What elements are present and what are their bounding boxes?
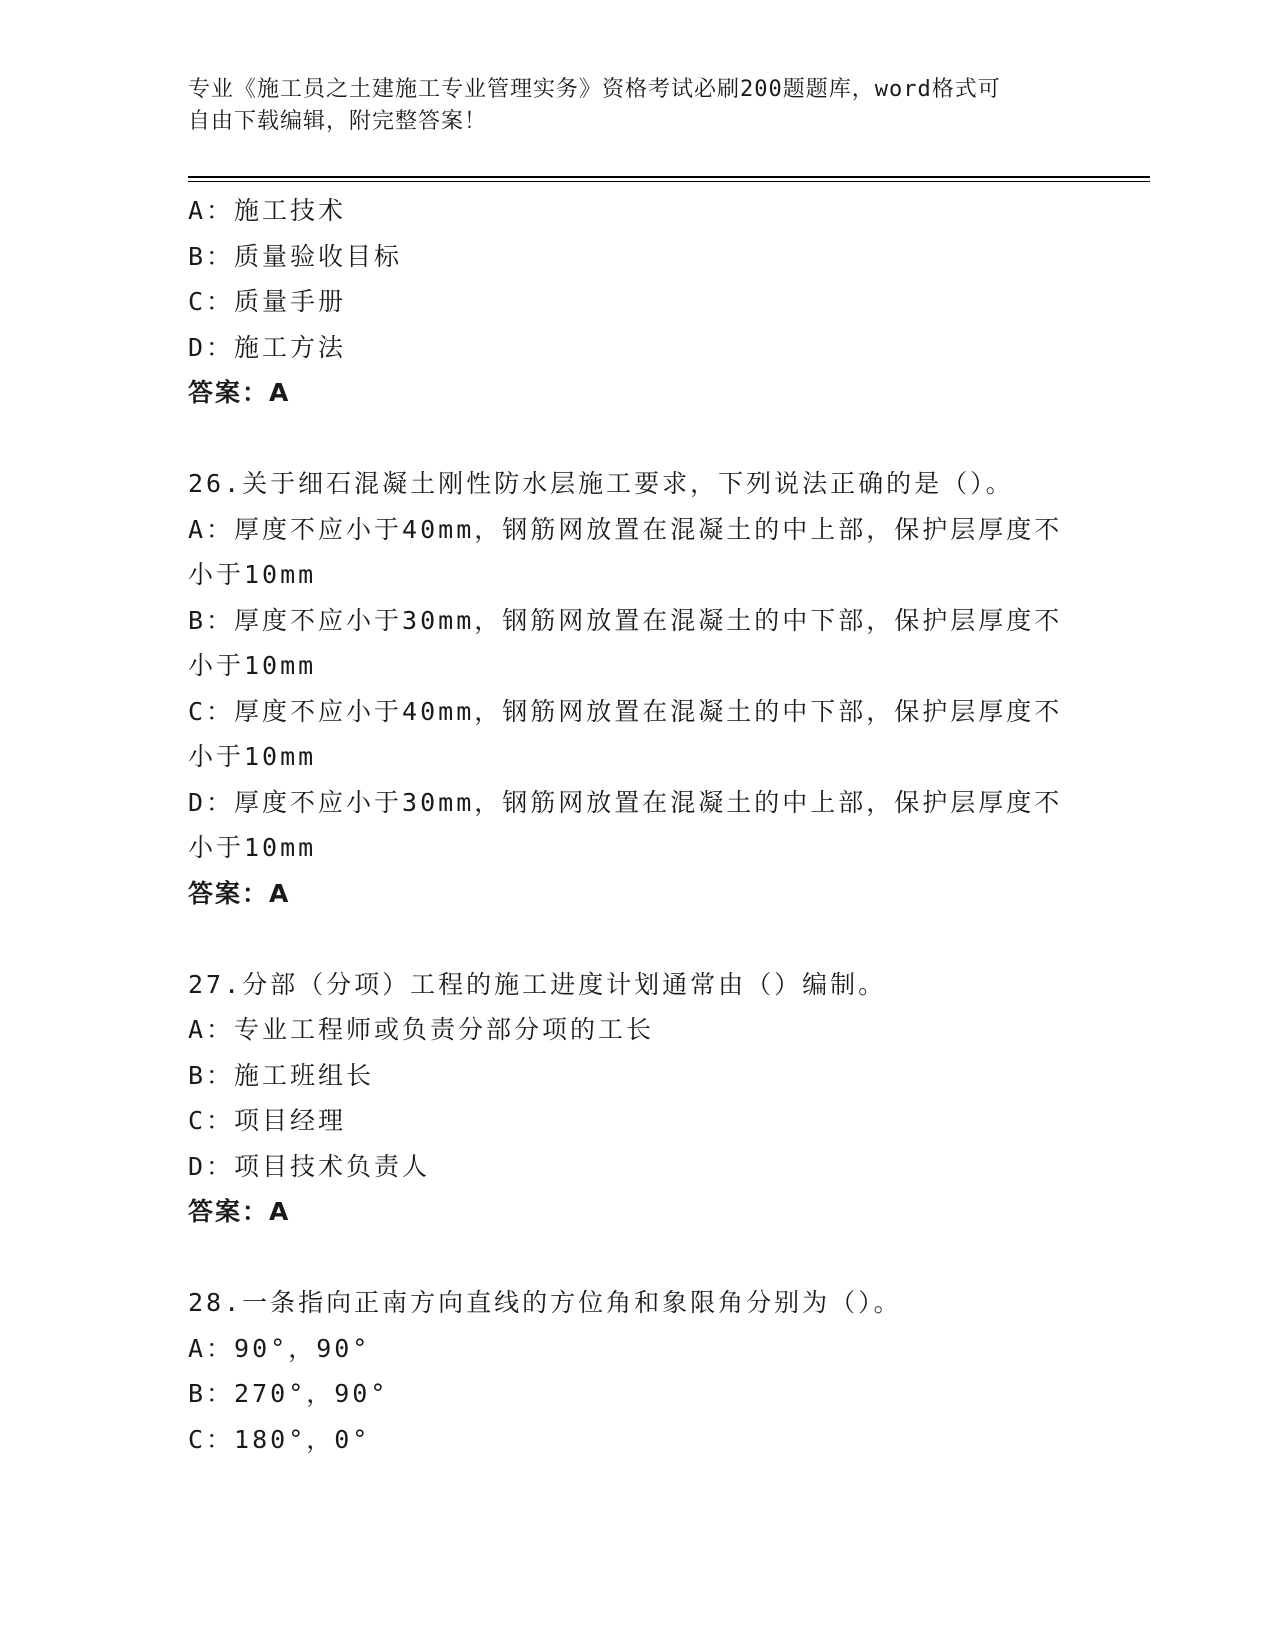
option-d-continued: 小于10mm	[188, 833, 317, 862]
option-d: D：施工方法	[188, 332, 347, 362]
option-b-continued: 小于10mm	[188, 651, 317, 680]
answer-line: 答案：A	[188, 1197, 291, 1226]
option-c: C：180°，0°	[188, 1424, 371, 1454]
question-spacer	[188, 1235, 1088, 1281]
header-line-1: 专业《施工员之土建施工专业管理实务》资格考试必刷200题题库，word格式可	[188, 77, 1001, 102]
question-spacer	[188, 416, 1088, 462]
option-d: D：项目技术负责人	[188, 1151, 431, 1181]
document-header	[188, 74, 1088, 138]
question-text: 26.关于细石混凝土刚性防水层施工要求，下列说法正确的是（）。	[188, 469, 1014, 498]
header-divider-thin	[188, 181, 1150, 182]
question-text: 27.分部（分项）工程的施工进度计划通常由（）编制。	[188, 969, 887, 999]
question-25-block	[188, 188, 1088, 416]
question-list	[188, 188, 1088, 1462]
header-line-2: 自由下载编辑，附完整答案！	[188, 109, 488, 134]
option-c: C：质量手册	[188, 287, 347, 316]
question-spacer	[188, 916, 1088, 962]
header-divider-thick	[188, 176, 1150, 178]
option-b: B：厚度不应小于30mm，钢筋网放置在混凝土的中下部，保护层厚度不	[188, 605, 1063, 635]
option-a: A：专业工程师或负责分部分项的工长	[188, 1015, 655, 1044]
question-27-block	[188, 962, 1088, 1235]
option-a-continued: 小于10mm	[188, 560, 317, 589]
option-c-continued: 小于10mm	[188, 742, 317, 771]
answer-line: 答案：A	[188, 378, 291, 407]
question-text: 28.一条指向正南方向直线的方位角和象限角分别为（）。	[188, 1288, 902, 1317]
option-b: B：质量验收目标	[188, 241, 403, 271]
answer-line: 答案：A	[188, 878, 291, 908]
option-a: A：施工技术	[188, 196, 347, 225]
option-c: C：厚度不应小于40mm，钢筋网放置在混凝土的中下部，保护层厚度不	[188, 696, 1063, 726]
option-d: D：厚度不应小于30mm，钢筋网放置在混凝土的中上部，保护层厚度不	[188, 787, 1063, 817]
option-a: A：90°，90°	[188, 1333, 371, 1363]
option-b: B：施工班组长	[188, 1060, 375, 1090]
question-26-block	[188, 461, 1088, 916]
option-b: B：270°，90°	[188, 1379, 389, 1408]
option-a: A：厚度不应小于40mm，钢筋网放置在混凝土的中上部，保护层厚度不	[188, 514, 1063, 544]
question-28-block	[188, 1280, 1088, 1462]
option-c: C：项目经理	[188, 1106, 347, 1135]
